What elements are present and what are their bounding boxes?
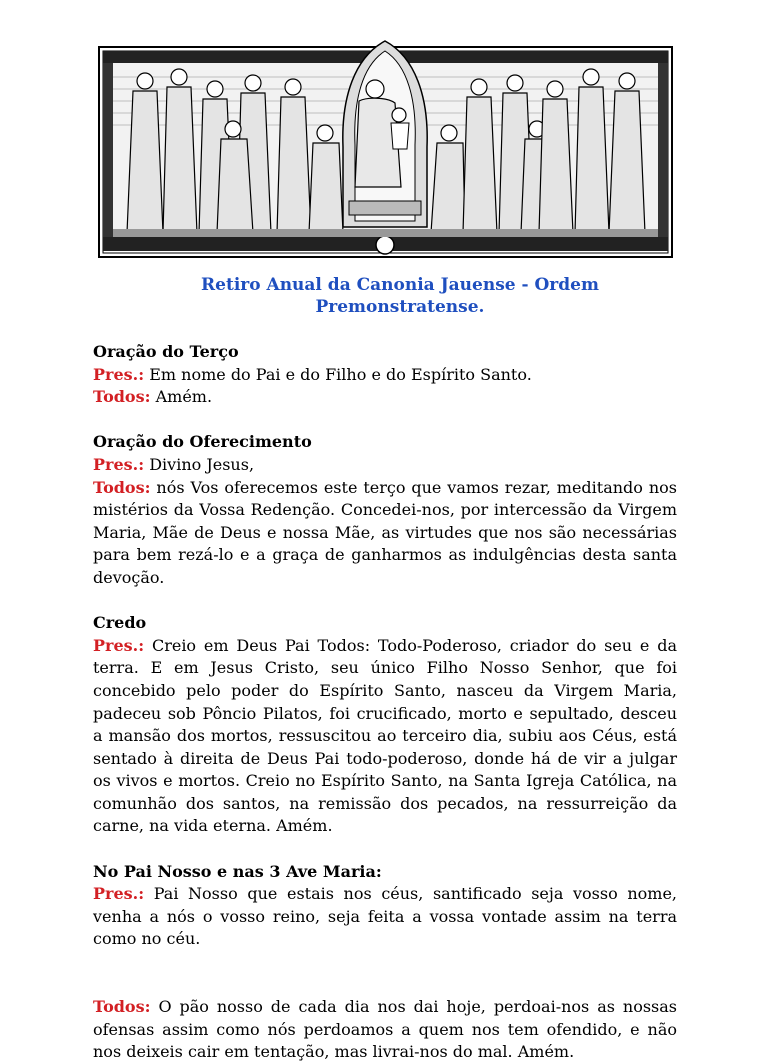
paragraph-oferecimento-pres [93,454,677,477]
spacer [93,409,677,432]
paragraph-text: Amém. [150,387,213,407]
paragraph-terco-todos [93,386,677,409]
spacer [93,590,677,613]
paragraph-text: Divino Jesus, [144,454,255,474]
speaker-label-pres: Pres.: [93,454,145,474]
spacer [93,838,677,861]
speaker-label-todos: Todos: [93,997,151,1017]
speaker-label-pres: Pres.: [93,635,145,655]
paragraph-text: Pai Nosso que estais nos céus, santificado seja vosso nome, venha a nós o vosso reino, seja feita a vossa vontade assim na terra como no céu. [93,884,677,949]
paragraph-text: O pão nosso de cada dia nos dai hoje, perdoai-nos as nossas ofensas assim como nós perdoamos a quem nos tem ofendido, e não nos deixeis cair em tentação, mas livrai-nos do mal. Amém. [93,997,677,1062]
paragraph-text: Creio em Deus Pai Todos: Todo-Poderoso, criador do seu e da terra. E em Jesus Cristo, seu único Filho Nosso Senhor, que foi concebido pelo poder do Espírito Santo, nasceu da Virgem Maria, padeceu sob Pôncio Pilatos, foi crucificado, morto e sepultado, desceu a mansão dos mortos, ressuscitou ao terceiro dia, subiu aos Céus, está sentado à direita de Deus Pai todo-poderoso, donde há de vir a julgar os vivos e mortos. Creio no Espírito Santo, na Santa Igreja Católica, na comunhão dos santos, na remissão dos pecados, na ressurreição da carne, na vida eterna. Amém. [93,635,677,836]
paragraph-terco-pres [93,364,677,387]
document-title [120,274,680,318]
paragraph-oferecimento-todos [93,477,677,590]
speaker-label-pres: Pres.: [93,364,145,384]
paragraph-text: Em nome do Pai e do Filho e do Espírito Santo. [144,364,532,384]
spacer [93,951,677,996]
paragraph-credo-pres [93,635,677,838]
paragraph-text: nós Vos oferecemos este terço que vamos rezar, meditando nos mistérios da Vossa Redenção. Concedei-nos, por intercessão da Virgem Maria, Mãe de Deus e nossa Mãe, as virtudes que nos são necessárias para bem rezá-lo e a graça de ganharmos as indulgências desta santa devoção. [93,477,677,587]
heading-pai-nosso: No Pai Nosso e nas 3 Ave Maria: [93,861,382,881]
header-engraving [97,37,674,259]
speaker-label-todos: Todos: [93,477,151,497]
speaker-label-todos: Todos: [93,387,151,407]
document-body [93,341,677,1064]
heading-credo: Credo [93,613,147,633]
document-title-line-1: Retiro Anual da Canonia Jauense - Ordem [201,275,599,295]
heading-oracao-oferecimento: Oração do Oferecimento [93,432,312,452]
paragraph-pai-nosso-pres [93,883,677,951]
paragraph-pai-nosso-todos [93,996,677,1064]
heading-oracao-terco: Oração do Terço [93,342,239,361]
speaker-label-pres: Pres.: [93,884,145,904]
document-title-line-2: Premonstratense. [315,297,485,317]
